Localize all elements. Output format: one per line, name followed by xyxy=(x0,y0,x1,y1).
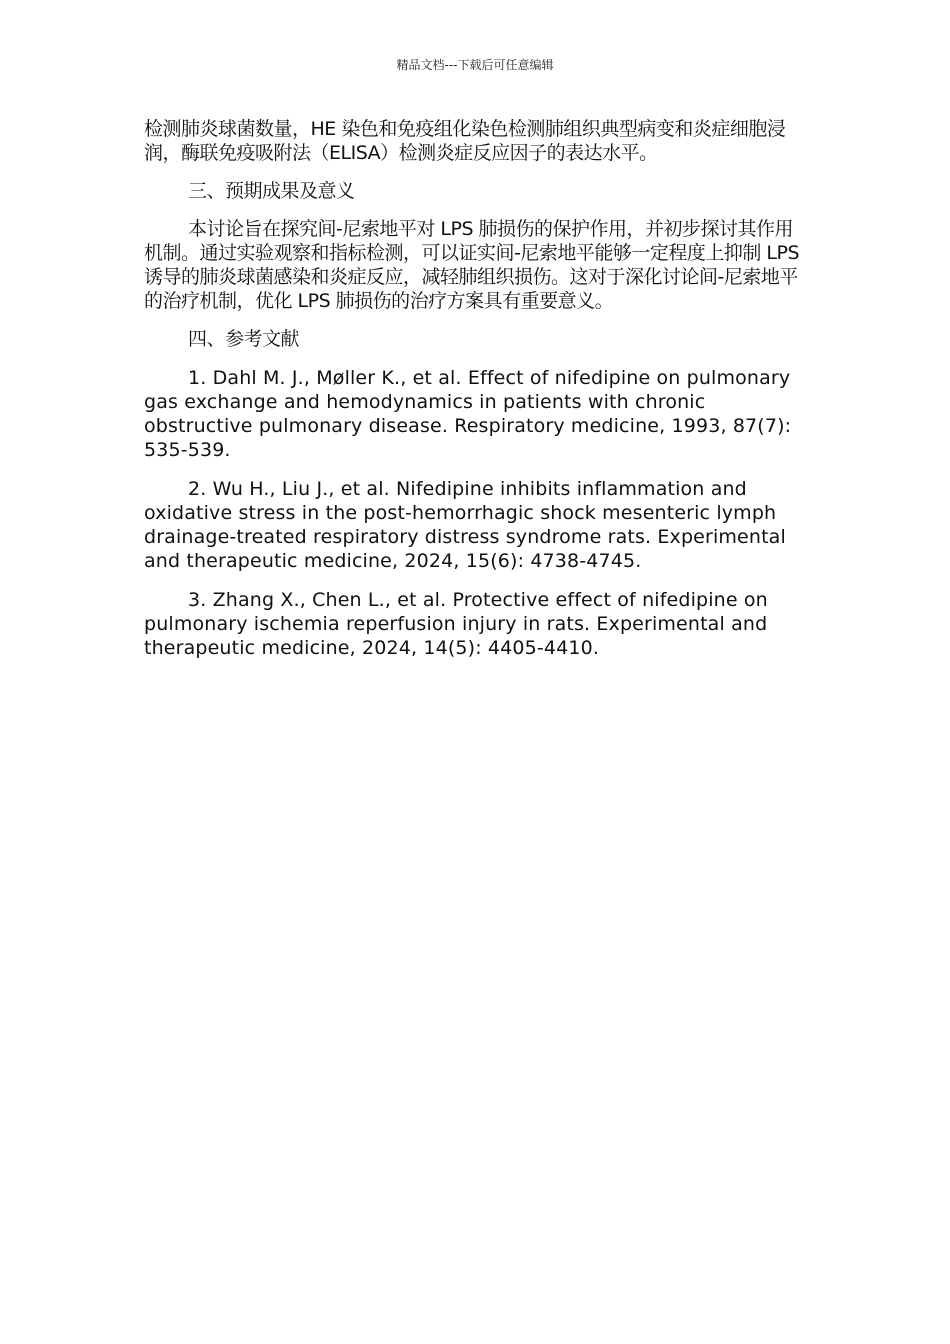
expected-results-paragraph: 本讨论旨在探究间-尼索地平对 LPS 肺损伤的保护作用，并初步探讨其作用机制。通过实验观察和指标检测，可以证实间-尼索地平能够一定程度上抑制 LPS 诱导的肺炎球菌感染和炎症反应，减轻肺组织损伤。这对于深化讨论间-尼索地平的治疗机制，优化 LPS 肺损伤的治疗方案具有重要意义。 xyxy=(144,218,800,312)
methods-paragraph: 检测肺炎球菌数量，HE 染色和免疫组化染色检测肺组织典型病变和炎症细胞浸润，酶联免疫吸附法（ELISA）检测炎症反应因子的表达水平。 xyxy=(144,118,786,164)
section-heading-references: 四、参考文献 xyxy=(188,328,300,350)
reference-item: 1. Dahl M. J., Møller K., et al. Effect of nifedipine on pulmonary gas exchange and hemodynamics in patients with chronic obstructive pulmonary disease. Respiratory medicine, 1993, 87(7): 535-539. xyxy=(144,367,792,461)
page-header: 精品文档---下载后可任意编辑 xyxy=(396,58,554,72)
section-heading-expected-results: 三、预期成果及意义 xyxy=(188,180,355,202)
reference-item: 2. Wu H., Liu J., et al. Nifedipine inhibits inflammation and oxidative stress in the post-hemorrhagic shock mesenteric lymph drainage-treated respiratory distress syndrome rats. Experimental and therapeutic medicine, 2024, 15(6): 4738-4745. xyxy=(144,478,786,572)
reference-item: 3. Zhang X., Chen L., et al. Protective effect of nifedipine on pulmonary ischemia reperfusion injury in rats. Experimental and therapeutic medicine, 2024, 14(5): 4405-4410. xyxy=(144,589,768,659)
document-body xyxy=(144,117,806,660)
